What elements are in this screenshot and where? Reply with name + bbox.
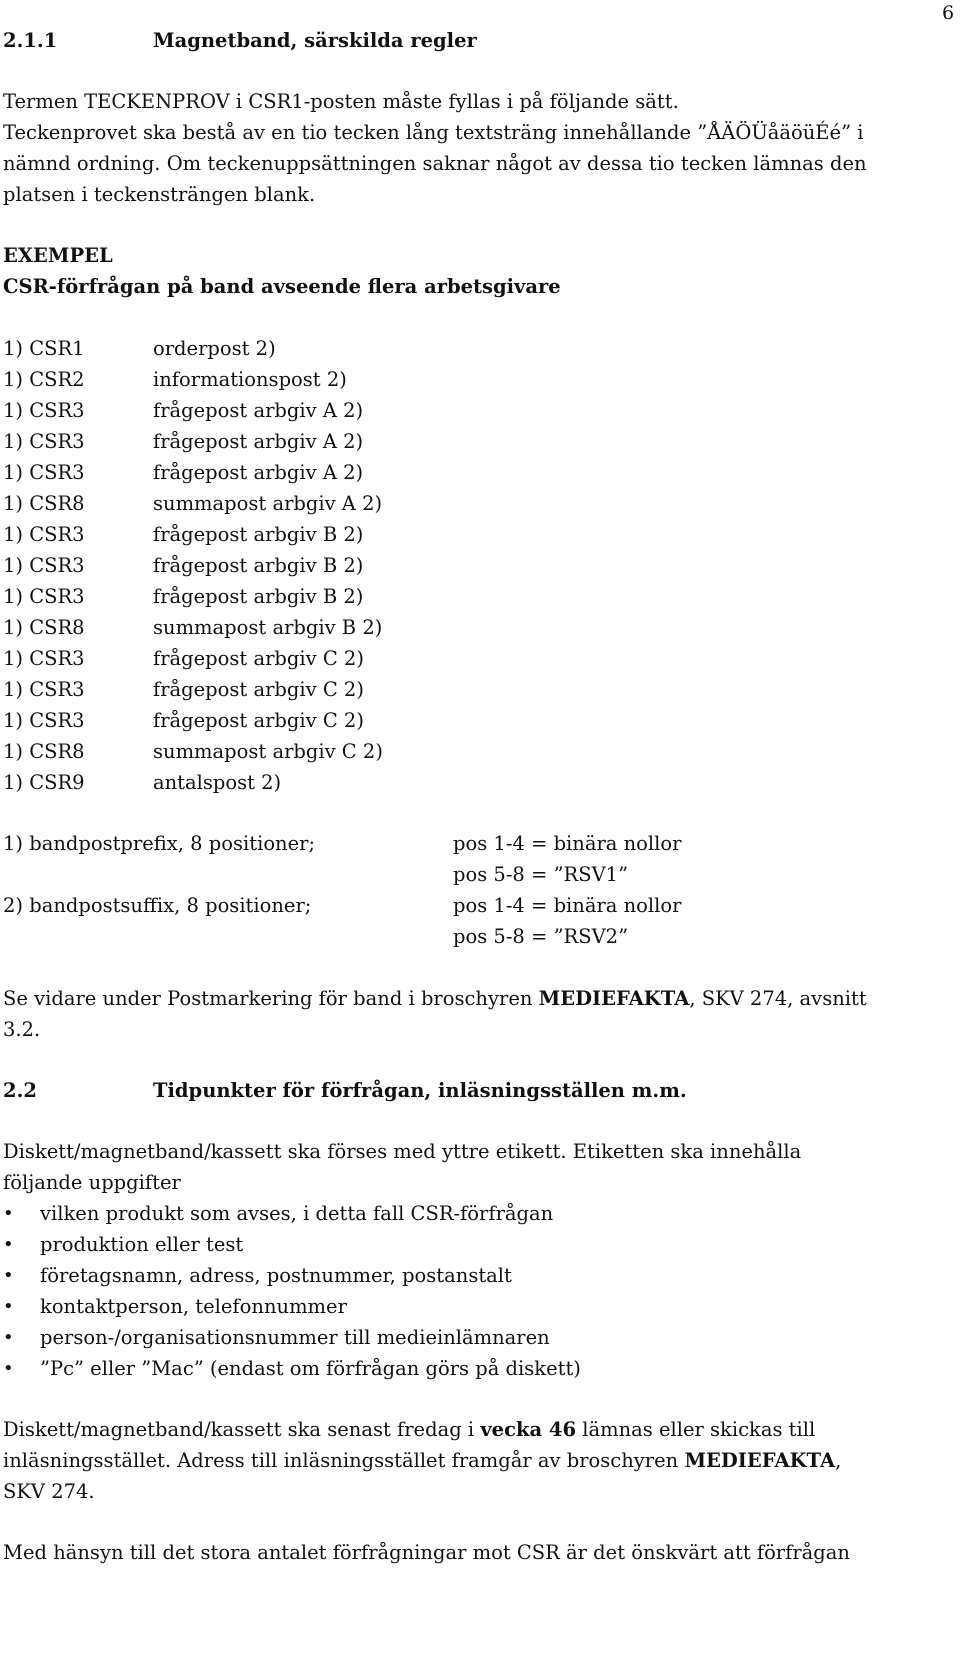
section-number: 2.1.1 [3,29,58,52]
bullet-icon: • [3,1203,14,1224]
example-heading: EXEMPEL [3,244,113,267]
deadline-text: lämnas eller skickas till [576,1418,816,1441]
record-code: 1) CSR2 [3,368,85,391]
paragraph-line: nämnd ordning. Om teckenuppsättningen saknar något av dessa tio tecken lämnas den [3,152,867,175]
record-code: 1) CSR1 [3,337,85,360]
deadline-line [3,1417,815,1443]
paragraph-line: följande uppgifter [3,1171,181,1194]
paragraph-line: platsen i teckensträngen blank. [3,183,316,206]
section-number: 2.2 [3,1079,37,1102]
footnote-value: pos 5-8 = ”RSV2” [453,925,629,948]
record-desc: frågepost arbgiv A 2) [153,399,364,422]
list-item: vilken produkt som avses, i detta fall CSR-förfrågan [40,1202,554,1225]
footnote-label: 2) bandpostsuffix, 8 positioner; [3,894,312,917]
record-code: 1) CSR3 [3,647,85,670]
reference-publication: MEDIEFAKTA [538,987,690,1010]
reference-line [3,986,867,1012]
record-desc: summapost arbgiv A 2) [153,492,383,515]
record-code: 1) CSR3 [3,399,85,422]
record-code: 1) CSR8 [3,492,85,515]
record-desc: orderpost 2) [153,337,276,360]
record-code: 1) CSR3 [3,709,85,732]
deadline-line [3,1448,841,1474]
reference-line: 3.2. [3,1018,41,1041]
record-code: 1) CSR3 [3,678,85,701]
record-desc: frågepost arbgiv A 2) [153,430,364,453]
deadline-text: inläsningsstället. Adress till inläsningsstället framgår av broschyren [3,1449,685,1472]
record-desc: informationspost 2) [153,368,347,391]
record-desc: frågepost arbgiv B 2) [153,523,364,546]
record-code: 1) CSR3 [3,554,85,577]
bullet-icon: • [3,1265,14,1286]
list-item: företagsnamn, adress, postnummer, postanstalt [40,1264,512,1287]
record-desc: frågepost arbgiv B 2) [153,585,364,608]
list-item: ”Pc” eller ”Mac” (endast om förfrågan görs på diskett) [40,1357,581,1380]
record-code: 1) CSR3 [3,585,85,608]
record-code: 1) CSR3 [3,523,85,546]
deadline-week: vecka 46 [480,1418,577,1441]
list-item: person-/organisationsnummer till medieinlämnaren [40,1326,550,1349]
list-item: produktion eller test [40,1233,244,1256]
paragraph-line: Teckenprovet ska bestå av en tio tecken lång textsträng innehållande ”ÅÄÖÜåäöüÉé” i [3,121,864,144]
paragraph-line: Termen TECKENPROV i CSR1-posten måste fyllas i på följande sätt. [3,90,679,113]
record-desc: frågepost arbgiv A 2) [153,461,364,484]
bullet-icon: • [3,1234,14,1255]
deadline-line: SKV 274. [3,1480,95,1503]
record-code: 1) CSR3 [3,430,85,453]
record-code: 1) CSR9 [3,771,85,794]
footnote-value: pos 1-4 = binära nollor [453,894,682,917]
record-code: 1) CSR3 [3,461,85,484]
record-desc: frågepost arbgiv B 2) [153,554,364,577]
bullet-icon: • [3,1358,14,1379]
footnote-label: 1) bandpostprefix, 8 positioner; [3,832,316,855]
deadline-publication: MEDIEFAKTA [684,1449,836,1472]
reference-text: , SKV 274, avsnitt [689,987,867,1010]
reference-text: Se vidare under Postmarkering för band i broschyren [3,987,539,1010]
paragraph-line: Diskett/magnetband/kassett ska förses med yttre etikett. Etiketten ska innehålla [3,1140,802,1163]
record-desc: frågepost arbgiv C 2) [153,678,364,701]
record-code: 1) CSR8 [3,740,85,763]
list-item: kontaktperson, telefonnummer [40,1295,347,1318]
record-desc: frågepost arbgiv C 2) [153,647,364,670]
footnote-value: pos 1-4 = binära nollor [453,832,682,855]
bullet-icon: • [3,1327,14,1348]
record-desc: summapost arbgiv B 2) [153,616,383,639]
page-number: 6 [942,2,955,24]
example-subheading: CSR-förfrågan på band avseende flera arbetsgivare [3,275,561,298]
record-desc: summapost arbgiv C 2) [153,740,383,763]
footnote-value: pos 5-8 = ”RSV1” [453,863,629,886]
bullet-icon: • [3,1296,14,1317]
section-title: Tidpunkter för förfrågan, inläsningsställen m.m. [153,1079,687,1102]
deadline-text: , [835,1449,842,1472]
deadline-text: Diskett/magnetband/kassett ska senast fredag i [3,1418,481,1441]
record-desc: frågepost arbgiv C 2) [153,709,364,732]
section-title: Magnetband, särskilda regler [153,29,477,52]
record-desc: antalspost 2) [153,771,282,794]
paragraph-line: Med hänsyn till det stora antalet förfrågningar mot CSR är det önskvärt att förfrågan [3,1541,850,1564]
record-code: 1) CSR8 [3,616,85,639]
